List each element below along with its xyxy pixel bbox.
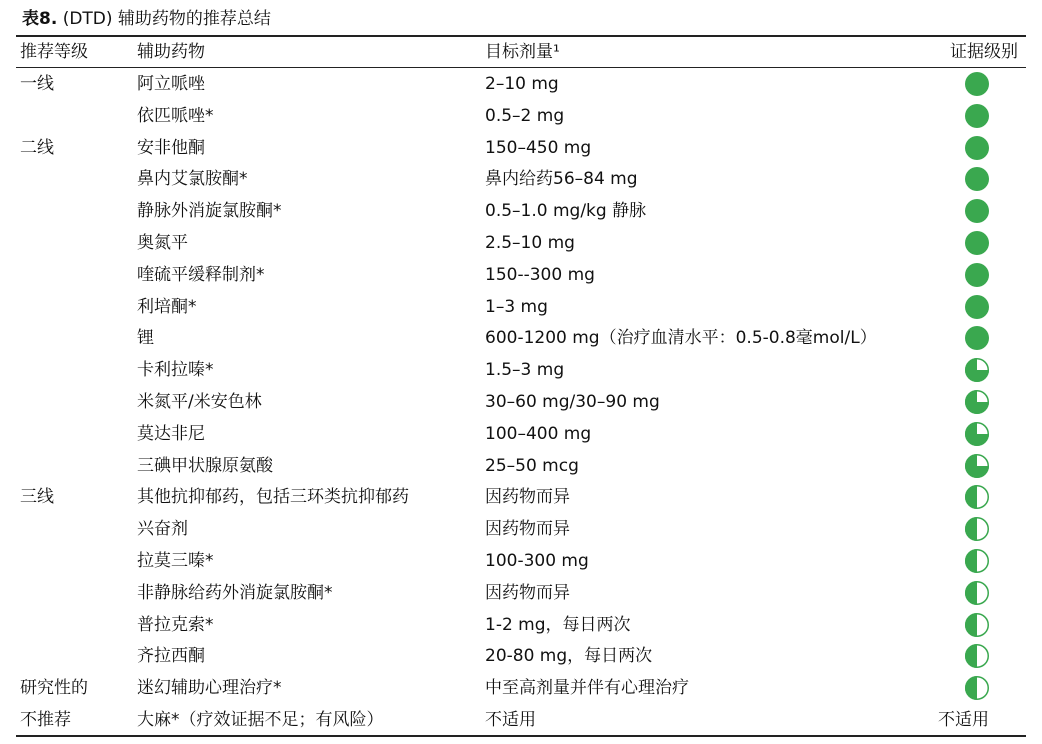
dose-cell: 150--300 mg <box>485 264 595 285</box>
dose-cell: 因药物而异 <box>485 519 570 540</box>
dose-cell: 0.5–2 mg <box>485 105 565 126</box>
evidence-level-circle-icon <box>964 259 990 291</box>
evidence-level-circle-icon <box>964 418 990 450</box>
evidence-level-circle-icon <box>964 450 990 482</box>
drug-cell: 其他抗抑郁药，包括三环类抗抑郁药 <box>137 487 409 508</box>
evidence-level-circle-icon <box>964 291 990 323</box>
drug-cell: 齐拉西酮 <box>137 646 205 667</box>
tier-cell: 一线 <box>20 74 54 94</box>
dose-cell: 150–450 mg <box>485 137 592 158</box>
table-row <box>0 163 1042 195</box>
dose-cell: 0.5–1.0 mg/kg 静脉 <box>485 201 647 222</box>
table-row <box>0 481 1042 513</box>
drug-cell: 拉莫三嗪* <box>137 551 214 571</box>
header-tier: 推荐等级 <box>20 42 88 62</box>
evidence-level-circle-icon <box>964 545 990 577</box>
drug-cell: 大麻*（疗效证据不足；有风险） <box>137 710 384 730</box>
drug-cell: 莫达非尼 <box>137 423 205 444</box>
dose-cell: 30–60 mg/30–90 mg <box>485 392 660 412</box>
table-row <box>0 577 1042 609</box>
table-row <box>0 545 1042 577</box>
evidence-level-circle-icon <box>964 640 990 672</box>
table-row <box>0 322 1042 354</box>
evidence-level-circle-icon <box>964 386 990 418</box>
drug-cell: 依匹哌唑* <box>137 105 214 126</box>
dose-cell: 1-2 mg，每日两次 <box>485 614 631 635</box>
evidence-level-circle-icon <box>964 577 990 609</box>
table-caption <box>22 8 271 30</box>
tier-cell: 二线 <box>20 137 54 158</box>
table-row <box>0 354 1042 386</box>
table-row <box>0 450 1042 482</box>
table-row <box>0 640 1042 672</box>
table-row <box>0 704 1042 736</box>
table-row <box>0 227 1042 259</box>
drug-cell: 利培酮* <box>137 296 197 317</box>
evidence-text: 不适用 <box>938 710 989 730</box>
drug-cell: 三碘甲状腺原氨酸 <box>137 455 273 476</box>
evidence-level-circle-icon <box>964 354 990 386</box>
table-header-row <box>0 36 1042 68</box>
dose-cell: 2–10 mg <box>485 74 559 94</box>
dose-cell: 鼻内给药56–84 mg <box>485 169 638 190</box>
drug-cell: 卡利拉嗪* <box>137 360 214 381</box>
evidence-level-circle-icon <box>964 672 990 704</box>
table-row <box>0 386 1042 418</box>
drug-cell: 普拉克索* <box>137 614 214 635</box>
evidence-level-circle-icon <box>964 68 990 100</box>
dose-cell: 不适用 <box>485 710 536 730</box>
dose-cell: 100–400 mg <box>485 423 592 444</box>
evidence-level-circle-icon <box>964 227 990 259</box>
header-drug: 辅助药物 <box>137 42 205 62</box>
tier-cell: 研究性的 <box>20 678 88 699</box>
dose-cell: 1.5–3 mg <box>485 360 565 381</box>
drug-cell: 锂 <box>137 328 154 349</box>
table-row <box>0 291 1042 323</box>
table-row <box>0 672 1042 704</box>
evidence-level-circle-icon <box>964 100 990 132</box>
drug-cell: 阿立哌唑 <box>137 74 205 94</box>
evidence-level-circle-icon <box>964 322 990 354</box>
drug-cell: 喹硫平缓释制剂* <box>137 264 265 285</box>
drug-cell: 迷幻辅助心理治疗* <box>137 678 282 699</box>
header-dose: 目标剂量¹ <box>485 42 560 62</box>
header-evidence: 证据级别 <box>950 42 1018 62</box>
evidence-level-circle-icon <box>964 481 990 513</box>
drug-cell: 静脉外消旋氯胺酮* <box>137 201 282 222</box>
drug-cell: 米氮平/米安色林 <box>137 392 262 412</box>
drug-cell: 安非他酮 <box>137 137 205 158</box>
table-row <box>0 195 1042 227</box>
dose-cell: 中至高剂量并伴有心理治疗 <box>485 678 689 699</box>
evidence-level-circle-icon <box>964 195 990 227</box>
evidence-level-circle-icon <box>964 163 990 195</box>
dose-cell: 100-300 mg <box>485 551 589 571</box>
table-bottom-rule <box>16 735 1026 737</box>
drug-cell: 非静脉给药外消旋氯胺酮* <box>137 582 333 603</box>
dose-cell: 因药物而异 <box>485 582 570 603</box>
drug-cell: 鼻内艾氯胺酮* <box>137 169 248 190</box>
tier-cell: 不推荐 <box>20 710 71 730</box>
evidence-level-circle-icon <box>964 132 990 164</box>
table-row <box>0 132 1042 164</box>
table-row <box>0 418 1042 450</box>
dose-cell: 2.5–10 mg <box>485 233 575 253</box>
evidence-level-circle-icon <box>964 513 990 545</box>
table-row <box>0 68 1042 100</box>
table-row <box>0 609 1042 641</box>
dose-cell: 1–3 mg <box>485 296 548 317</box>
table-row <box>0 513 1042 545</box>
drug-cell: 奥氮平 <box>137 233 188 253</box>
table-number: 表8. <box>22 9 58 29</box>
dose-cell: 25–50 mcg <box>485 455 579 476</box>
drug-cell: 兴奋剂 <box>137 519 188 540</box>
dose-cell: 20-80 mg，每日两次 <box>485 646 653 667</box>
table-row <box>0 259 1042 291</box>
dose-cell: 因药物而异 <box>485 487 570 508</box>
table-title: (DTD) 辅助药物的推荐总结 <box>57 9 271 29</box>
dose-cell: 600-1200 mg（治疗血清水平：0.5-0.8毫mol/L） <box>485 328 877 349</box>
tier-cell: 三线 <box>20 487 54 508</box>
table-row <box>0 100 1042 132</box>
evidence-level-circle-icon <box>964 609 990 641</box>
